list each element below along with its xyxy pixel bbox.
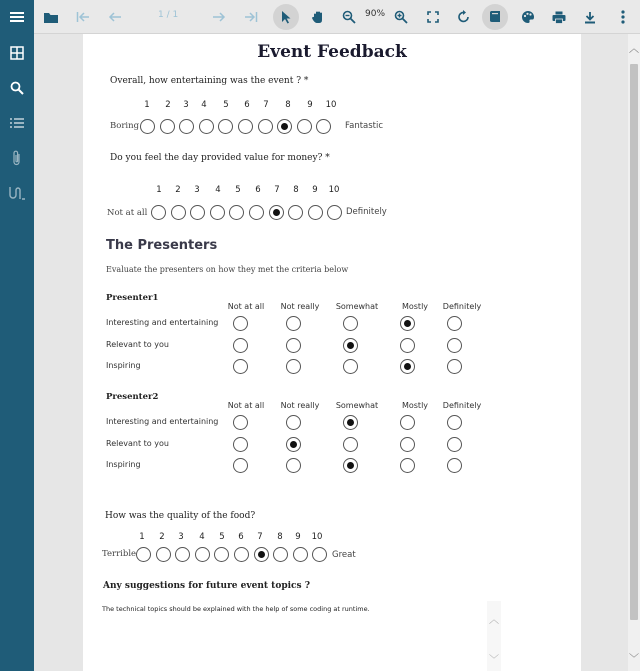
rating-radio[interactable] — [210, 205, 225, 220]
toolbar — [34, 0, 640, 34]
scrollbar-thumb[interactable] — [630, 64, 638, 620]
rating-radio[interactable] — [254, 547, 269, 562]
scale-number: 8 — [277, 532, 283, 542]
matrix-row-label: Relevant to you — [106, 438, 169, 448]
scale-number: 4 — [199, 532, 205, 542]
matrix-radio[interactable] — [447, 415, 462, 430]
matrix-row-label: Relevant to you — [106, 339, 169, 349]
matrix-radio[interactable] — [447, 316, 462, 331]
bookmark-panel-icon[interactable] — [482, 4, 508, 30]
scale-number: 5 — [235, 185, 241, 195]
rating-radio[interactable] — [312, 547, 327, 562]
scale-number: 10 — [325, 100, 337, 110]
rating-radio[interactable] — [160, 119, 175, 134]
matrix-radio[interactable] — [286, 458, 301, 473]
scale-number: 5 — [223, 100, 229, 110]
scale-number: 9 — [312, 185, 318, 195]
rating-radio[interactable] — [234, 547, 249, 562]
matrix-radio[interactable] — [343, 316, 358, 331]
presenter-name: Presenter2 — [106, 392, 159, 402]
scale-number: 3 — [183, 100, 189, 110]
matrix-column-header: Not at all — [227, 302, 265, 311]
rating-radio[interactable] — [238, 119, 253, 134]
matrix-radio[interactable] — [233, 316, 248, 331]
scale-number: 5 — [219, 532, 225, 542]
scroll-up-icon[interactable]: ︿ — [629, 44, 639, 55]
presenters-title: The Presenters — [106, 238, 218, 253]
matrix-radio[interactable] — [286, 316, 301, 331]
matrix-radio[interactable] — [343, 338, 358, 353]
theme-palette-icon[interactable] — [515, 4, 541, 30]
chevron-up-icon[interactable]: ︿ — [489, 615, 499, 626]
rating-radio[interactable] — [273, 547, 288, 562]
form-title: Event Feedback — [257, 42, 407, 62]
open-file-icon[interactable] — [38, 4, 64, 30]
matrix-radio[interactable] — [400, 316, 415, 331]
question-value-for-money: Do you feel the day provided value for money? * — [110, 153, 330, 163]
page-scrollbar[interactable] — [628, 34, 640, 671]
matrix-radio[interactable] — [447, 359, 462, 374]
rating-radio[interactable] — [136, 547, 151, 562]
question-suggestions: Any suggestions for future event topics ? — [103, 581, 311, 591]
scale-high-label: Great — [332, 550, 356, 560]
question-food-quality: How was the quality of the food? — [105, 511, 256, 521]
next-page-icon[interactable] — [206, 4, 232, 30]
scale-number: 6 — [238, 532, 244, 542]
presenters-description: Evaluate the presenters on how they met the criteria below — [106, 265, 349, 274]
scale-number: 9 — [295, 532, 301, 542]
matrix-column-header: Not at all — [227, 401, 265, 410]
matrix-row-label: Interesting and entertaining — [106, 417, 219, 426]
attachment-icon[interactable] — [0, 141, 34, 175]
rating-radio[interactable] — [277, 119, 292, 134]
matrix-radio[interactable] — [233, 359, 248, 374]
matrix-column-header: Definitely — [442, 302, 482, 311]
rating-radio[interactable] — [156, 547, 171, 562]
matrix-radio[interactable] — [400, 359, 415, 374]
matrix-radio[interactable] — [447, 437, 462, 452]
rating-radio[interactable] — [293, 547, 308, 562]
matrix-radio[interactable] — [286, 437, 301, 452]
matrix-column-header: Not really — [280, 401, 320, 410]
first-page-icon[interactable] — [70, 4, 96, 30]
matrix-radio[interactable] — [286, 415, 301, 430]
scale-number: 4 — [201, 100, 207, 110]
presenter-name: Presenter1 — [106, 293, 159, 303]
matrix-radio[interactable] — [343, 437, 358, 452]
matrix-radio[interactable] — [400, 458, 415, 473]
matrix-column-header: Somewhat — [335, 302, 379, 311]
matrix-radio[interactable] — [447, 338, 462, 353]
rating-radio[interactable] — [140, 119, 155, 134]
scale-number: 3 — [178, 532, 184, 542]
rating-radio[interactable] — [229, 205, 244, 220]
search-icon[interactable] — [0, 71, 34, 105]
scale-number: 6 — [255, 185, 261, 195]
signature-icon[interactable] — [0, 176, 34, 210]
matrix-radio[interactable] — [233, 458, 248, 473]
matrix-radio[interactable] — [400, 437, 415, 452]
scale-number: 8 — [285, 100, 291, 110]
outline-icon[interactable] — [0, 106, 34, 140]
scale-low-label: Terrible — [102, 549, 137, 559]
scale-number: 8 — [293, 185, 299, 195]
matrix-radio[interactable] — [286, 359, 301, 374]
rating-radio[interactable] — [297, 119, 312, 134]
print-icon[interactable] — [546, 4, 572, 30]
matrix-radio[interactable] — [400, 338, 415, 353]
select-tool-icon[interactable] — [273, 4, 299, 30]
menu-icon[interactable] — [0, 0, 34, 34]
matrix-radio[interactable] — [447, 458, 462, 473]
zoom-out-icon[interactable] — [336, 4, 362, 30]
rating-radio[interactable] — [171, 205, 186, 220]
matrix-radio[interactable] — [286, 338, 301, 353]
rating-radio[interactable] — [308, 205, 323, 220]
matrix-radio[interactable] — [343, 458, 358, 473]
rating-radio[interactable] — [199, 119, 214, 134]
scale-high-label: Definitely — [346, 207, 387, 217]
rating-radio[interactable] — [288, 205, 303, 220]
suggestions-answer[interactable]: The technical topics should be explained with the help of some coding at runtime. — [102, 605, 370, 613]
scale-number: 1 — [156, 185, 162, 195]
matrix-row-label: Inspiring — [106, 361, 141, 370]
matrix-radio[interactable] — [343, 359, 358, 374]
scale-number: 2 — [165, 100, 171, 110]
previous-page-icon[interactable] — [102, 4, 128, 30]
zoom-in-icon[interactable] — [388, 4, 414, 30]
matrix-radio[interactable] — [343, 415, 358, 430]
rating-radio[interactable] — [269, 205, 284, 220]
question-entertaining: Overall, how entertaining was the event ? * — [110, 76, 309, 86]
matrix-column-header: Mostly — [401, 302, 429, 311]
scale-number: 3 — [194, 185, 200, 195]
sidebar — [0, 0, 34, 671]
scale-number: 4 — [215, 185, 221, 195]
matrix-row-label: Inspiring — [106, 460, 141, 469]
scale-number: 1 — [139, 532, 145, 542]
scale-number: 2 — [159, 532, 165, 542]
rating-radio[interactable] — [179, 119, 194, 134]
scale-low-label: Not at all — [107, 208, 148, 218]
scale-number: 10 — [311, 532, 323, 542]
matrix-radio[interactable] — [233, 338, 248, 353]
download-icon[interactable] — [577, 4, 603, 30]
scale-number: 7 — [263, 100, 269, 110]
matrix-row-label: Interesting and entertaining — [106, 318, 219, 327]
rotate-icon[interactable] — [451, 4, 477, 30]
matrix-radio[interactable] — [233, 437, 248, 452]
rating-radio[interactable] — [195, 547, 210, 562]
matrix-column-header: Mostly — [401, 401, 429, 410]
textarea-scrollbar[interactable] — [487, 601, 501, 671]
rating-radio[interactable] — [316, 119, 331, 134]
rating-radio[interactable] — [249, 205, 264, 220]
chevron-down-icon[interactable]: ﹀ — [489, 655, 499, 666]
scale-number: 1 — [144, 100, 150, 110]
scale-low-label: Boring — [110, 121, 140, 131]
matrix-column-header: Not really — [280, 302, 320, 311]
scale-number: 9 — [307, 100, 313, 110]
matrix-column-header: Somewhat — [335, 401, 379, 410]
rating-radio[interactable] — [151, 205, 166, 220]
scale-number: 2 — [175, 185, 181, 195]
rating-radio[interactable] — [214, 547, 229, 562]
matrix-radio[interactable] — [233, 415, 248, 430]
scale-high-label: Fantastic — [345, 121, 384, 131]
fit-page-icon[interactable] — [420, 4, 446, 30]
rating-radio[interactable] — [258, 119, 273, 134]
pan-tool-icon[interactable] — [305, 4, 331, 30]
rating-radio[interactable] — [218, 119, 233, 134]
form-page — [83, 34, 581, 671]
scroll-down-icon[interactable]: ﹀ — [629, 654, 639, 665]
rating-radio[interactable] — [327, 205, 342, 220]
rating-radio[interactable] — [190, 205, 205, 220]
more-options-icon[interactable] — [610, 4, 636, 30]
scale-number: 7 — [274, 185, 280, 195]
thumbnails-icon[interactable] — [0, 36, 34, 70]
page-indicator[interactable]: 1 / 1 — [158, 10, 179, 20]
matrix-column-header: Definitely — [442, 401, 482, 410]
scale-number: 7 — [257, 532, 263, 542]
last-page-icon[interactable] — [238, 4, 264, 30]
matrix-radio[interactable] — [400, 415, 415, 430]
zoom-level[interactable]: 90% — [365, 9, 386, 19]
rating-radio[interactable] — [175, 547, 190, 562]
scale-number: 6 — [244, 100, 250, 110]
scale-number: 10 — [328, 185, 340, 195]
